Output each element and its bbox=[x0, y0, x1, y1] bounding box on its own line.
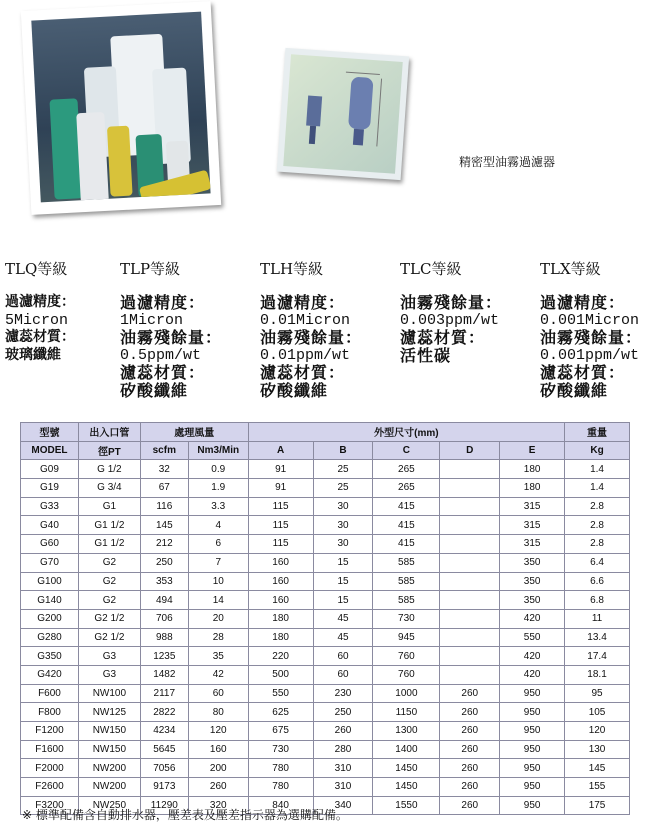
grade-spec-line: 玻璃纖維 bbox=[5, 346, 61, 363]
table-cell bbox=[440, 553, 500, 572]
table-cell: 706 bbox=[140, 609, 188, 628]
grade-spec-line: 油霧殘餘量： bbox=[120, 328, 223, 347]
table-cell: G 1/2 bbox=[78, 460, 140, 479]
table-cell: 780 bbox=[248, 759, 313, 778]
table-cell: 116 bbox=[140, 497, 188, 516]
table-cell: 950 bbox=[500, 759, 565, 778]
table-cell: 17.4 bbox=[565, 647, 630, 666]
table-cell: 585 bbox=[373, 553, 440, 572]
table-cell: 2.8 bbox=[565, 516, 630, 535]
table-cell: 30 bbox=[313, 497, 373, 516]
table-cell: 160 bbox=[188, 740, 248, 759]
table-cell: 2.8 bbox=[565, 497, 630, 516]
table-cell: 550 bbox=[500, 628, 565, 647]
table-cell: 180 bbox=[248, 609, 313, 628]
table-cell: G1 bbox=[78, 497, 140, 516]
table-cell: 260 bbox=[313, 722, 373, 741]
table-cell: 60 bbox=[313, 647, 373, 666]
table-cell: 420 bbox=[500, 647, 565, 666]
table-row bbox=[21, 628, 630, 647]
table-row bbox=[21, 722, 630, 741]
table-cell bbox=[440, 535, 500, 554]
product-caption: 精密型油霧過濾器 bbox=[459, 155, 556, 169]
table-row bbox=[21, 665, 630, 684]
table-cell: 260 bbox=[440, 759, 500, 778]
header-kg: Kg bbox=[565, 441, 630, 460]
table-cell: 160 bbox=[248, 591, 313, 610]
table-cell: 320 bbox=[188, 796, 248, 815]
table-cell: G2 bbox=[78, 572, 140, 591]
table-cell bbox=[440, 609, 500, 628]
table-cell: 840 bbox=[248, 796, 313, 815]
table-cell: 760 bbox=[373, 647, 440, 666]
table-cell: 350 bbox=[500, 572, 565, 591]
table-cell: 2.8 bbox=[565, 535, 630, 554]
table-cell: G70 bbox=[21, 553, 79, 572]
table-cell: 1300 bbox=[373, 722, 440, 741]
table-cell: 200 bbox=[188, 759, 248, 778]
table-cell: 60 bbox=[188, 684, 248, 703]
table-row bbox=[21, 703, 630, 722]
grade-title: TLP等級 bbox=[120, 260, 181, 278]
table-cell: 420 bbox=[500, 665, 565, 684]
table-cell: 675 bbox=[248, 722, 313, 741]
table-cell: 15 bbox=[313, 591, 373, 610]
table-cell: G200 bbox=[21, 609, 79, 628]
table-cell: G3 bbox=[78, 647, 140, 666]
table-cell: G1 1/2 bbox=[78, 516, 140, 535]
table-cell: 950 bbox=[500, 740, 565, 759]
product-photo-filters bbox=[21, 1, 221, 215]
table-cell: 25 bbox=[313, 460, 373, 479]
table-cell: 585 bbox=[373, 591, 440, 610]
header-dimensions: 外型尺寸(mm) bbox=[248, 423, 564, 442]
table-cell: 280 bbox=[313, 740, 373, 759]
table-cell: G280 bbox=[21, 628, 79, 647]
table-cell: F3200 bbox=[21, 796, 79, 815]
table-cell bbox=[440, 497, 500, 516]
table-cell: 353 bbox=[140, 572, 188, 591]
table-cell: 120 bbox=[565, 722, 630, 741]
table-cell: 115 bbox=[248, 497, 313, 516]
table-cell: 988 bbox=[140, 628, 188, 647]
table-cell: 30 bbox=[313, 535, 373, 554]
table-row bbox=[21, 647, 630, 666]
table-cell bbox=[440, 628, 500, 647]
table-cell: 260 bbox=[440, 740, 500, 759]
table-cell: 15 bbox=[313, 572, 373, 591]
grade-spec-line: 過濾精度： bbox=[540, 293, 626, 312]
header-d: D bbox=[440, 441, 500, 460]
table-cell: 950 bbox=[500, 684, 565, 703]
table-cell bbox=[440, 665, 500, 684]
table-cell: 30 bbox=[313, 516, 373, 535]
grade-spec-line: 矽酸纖維 bbox=[260, 380, 329, 400]
table-row bbox=[21, 553, 630, 572]
table-cell: 45 bbox=[313, 628, 373, 647]
grade-tlh bbox=[260, 258, 362, 399]
table-cell: 315 bbox=[500, 535, 565, 554]
grade-tlq bbox=[5, 258, 75, 364]
table-row bbox=[21, 572, 630, 591]
table-cell: 260 bbox=[440, 778, 500, 797]
table-cell: 95 bbox=[565, 684, 630, 703]
header-nm3: Nm3/Min bbox=[188, 441, 248, 460]
grade-spec-line: 0.001ppm/wt bbox=[540, 346, 640, 364]
grade-spec-line: 0.001Micron bbox=[540, 311, 640, 329]
table-row bbox=[21, 497, 630, 516]
grade-spec-line: 活性碳 bbox=[400, 345, 452, 365]
table-cell bbox=[440, 591, 500, 610]
table-cell: 6.8 bbox=[565, 591, 630, 610]
table-cell: 180 bbox=[500, 479, 565, 498]
table-cell: 260 bbox=[440, 703, 500, 722]
table-row bbox=[21, 535, 630, 554]
table-cell: 1.4 bbox=[565, 460, 630, 479]
table-cell: 315 bbox=[500, 516, 565, 535]
table-cell: 260 bbox=[188, 778, 248, 797]
grade-spec-line: 濾蕊材質： bbox=[400, 328, 486, 347]
table-row bbox=[21, 759, 630, 778]
grade-spec-line: 過濾精度： bbox=[5, 294, 75, 310]
table-cell: 4234 bbox=[140, 722, 188, 741]
table-cell: 260 bbox=[440, 796, 500, 815]
table-cell: 45 bbox=[313, 609, 373, 628]
table-cell: G33 bbox=[21, 497, 79, 516]
grade-spec-line: 濾蕊材質： bbox=[120, 363, 206, 382]
table-cell: NW200 bbox=[78, 778, 140, 797]
table-cell: 950 bbox=[500, 703, 565, 722]
table-row bbox=[21, 516, 630, 535]
table-cell: 260 bbox=[440, 684, 500, 703]
table-cell: 730 bbox=[373, 609, 440, 628]
table-cell: NW250 bbox=[78, 796, 140, 815]
table-cell: 585 bbox=[373, 572, 440, 591]
table-cell: G 3/4 bbox=[78, 479, 140, 498]
table-cell: 315 bbox=[500, 497, 565, 516]
table-cell: 20 bbox=[188, 609, 248, 628]
grade-spec-line: 1Micron bbox=[120, 311, 184, 329]
table-cell: 180 bbox=[500, 460, 565, 479]
table-row bbox=[21, 460, 630, 479]
table-cell: 950 bbox=[500, 778, 565, 797]
table-cell: 175 bbox=[565, 796, 630, 815]
table-cell bbox=[440, 572, 500, 591]
table-cell: 415 bbox=[373, 516, 440, 535]
table-cell: G3 bbox=[78, 665, 140, 684]
table-cell: 1235 bbox=[140, 647, 188, 666]
table-cell: 500 bbox=[248, 665, 313, 684]
table-cell: 420 bbox=[500, 609, 565, 628]
table-cell: 350 bbox=[500, 553, 565, 572]
table-cell: 32 bbox=[140, 460, 188, 479]
table-cell: 950 bbox=[500, 796, 565, 815]
table-cell: 494 bbox=[140, 591, 188, 610]
table-cell: 5645 bbox=[140, 740, 188, 759]
table-cell bbox=[440, 516, 500, 535]
grade-title: TLC等級 bbox=[400, 260, 462, 278]
grade-spec-line: 0.01Micron bbox=[260, 311, 351, 329]
table-cell: 18.1 bbox=[565, 665, 630, 684]
table-cell: 115 bbox=[248, 516, 313, 535]
grade-spec-line: 矽酸纖維 bbox=[120, 380, 189, 400]
table-cell: 145 bbox=[140, 516, 188, 535]
table-cell: 1400 bbox=[373, 740, 440, 759]
grade-spec-line: 濾蕊材質： bbox=[260, 363, 346, 382]
grade-spec-line: 油霧殘餘量： bbox=[540, 328, 643, 347]
grade-spec-line: 油霧殘餘量： bbox=[260, 328, 363, 347]
table-cell: G09 bbox=[21, 460, 79, 479]
table-cell: 14 bbox=[188, 591, 248, 610]
table-cell: 950 bbox=[500, 722, 565, 741]
table-cell: 780 bbox=[248, 778, 313, 797]
table-cell: 2117 bbox=[140, 684, 188, 703]
table-cell: 310 bbox=[313, 778, 373, 797]
table-cell: 42 bbox=[188, 665, 248, 684]
table-cell: F800 bbox=[21, 703, 79, 722]
header-c: C bbox=[373, 441, 440, 460]
table-cell: 105 bbox=[565, 703, 630, 722]
table-cell: 265 bbox=[373, 460, 440, 479]
table-cell: 1150 bbox=[373, 703, 440, 722]
header-model-en: MODEL bbox=[21, 441, 79, 460]
table-cell: 13.4 bbox=[565, 628, 630, 647]
grade-title: TLX等級 bbox=[540, 260, 601, 278]
table-cell: 265 bbox=[373, 479, 440, 498]
table-cell: F1600 bbox=[21, 740, 79, 759]
table-cell: 1450 bbox=[373, 759, 440, 778]
table-cell: G2 1/2 bbox=[78, 628, 140, 647]
table-cell: G2 bbox=[78, 553, 140, 572]
table-cell: NW100 bbox=[78, 684, 140, 703]
table-cell: 3.3 bbox=[188, 497, 248, 516]
table-cell: 1000 bbox=[373, 684, 440, 703]
header-port: 出入口管 bbox=[78, 423, 140, 442]
table-cell: 91 bbox=[248, 460, 313, 479]
table-cell: F2600 bbox=[21, 778, 79, 797]
header-b: B bbox=[313, 441, 373, 460]
table-cell: 10 bbox=[188, 572, 248, 591]
grade-spec-line: 0.01ppm/wt bbox=[260, 346, 351, 364]
product-drawing-photo bbox=[277, 48, 409, 180]
table-cell: 15 bbox=[313, 553, 373, 572]
table-cell: NW200 bbox=[78, 759, 140, 778]
table-cell: F1200 bbox=[21, 722, 79, 741]
header-port-2: 徑PT bbox=[78, 441, 140, 460]
table-cell: G40 bbox=[21, 516, 79, 535]
table-cell: 115 bbox=[248, 535, 313, 554]
table-cell: 180 bbox=[248, 628, 313, 647]
table-cell: 1.9 bbox=[188, 479, 248, 498]
table-cell: 550 bbox=[248, 684, 313, 703]
spec-table bbox=[20, 422, 630, 815]
table-cell: G100 bbox=[21, 572, 79, 591]
grade-spec-line: 過濾精度： bbox=[120, 293, 206, 312]
header-scfm: scfm bbox=[140, 441, 188, 460]
header-flow: 處理風量 bbox=[140, 423, 248, 442]
table-cell: F600 bbox=[21, 684, 79, 703]
table-cell: 28 bbox=[188, 628, 248, 647]
table-cell: G60 bbox=[21, 535, 79, 554]
table-cell: 1450 bbox=[373, 778, 440, 797]
table-cell: 35 bbox=[188, 647, 248, 666]
table-cell: 625 bbox=[248, 703, 313, 722]
table-cell: 1.4 bbox=[565, 479, 630, 498]
table-row bbox=[21, 740, 630, 759]
table-cell: 145 bbox=[565, 759, 630, 778]
grade-spec-line: 濾蕊材質： bbox=[5, 329, 75, 345]
grade-title: TLH等級 bbox=[260, 260, 324, 278]
table-cell: G350 bbox=[21, 647, 79, 666]
table-cell: F2000 bbox=[21, 759, 79, 778]
header-weight: 重量 bbox=[565, 423, 630, 442]
grade-tlp bbox=[120, 258, 222, 399]
table-cell: NW150 bbox=[78, 722, 140, 741]
table-cell: 1482 bbox=[140, 665, 188, 684]
table-cell bbox=[440, 647, 500, 666]
header-a: A bbox=[248, 441, 313, 460]
table-cell: 415 bbox=[373, 497, 440, 516]
table-cell: 120 bbox=[188, 722, 248, 741]
table-cell bbox=[440, 479, 500, 498]
grade-tlc bbox=[400, 258, 502, 364]
table-cell: 250 bbox=[140, 553, 188, 572]
table-cell: 760 bbox=[373, 665, 440, 684]
table-cell: 4 bbox=[188, 516, 248, 535]
table-cell: 6.4 bbox=[565, 553, 630, 572]
table-row bbox=[21, 684, 630, 703]
grade-spec-line: 0.003ppm/wt bbox=[400, 311, 500, 329]
table-cell: 11 bbox=[565, 609, 630, 628]
table-cell: 60 bbox=[313, 665, 373, 684]
table-cell: 11290 bbox=[140, 796, 188, 815]
table-cell: 220 bbox=[248, 647, 313, 666]
table-cell: 25 bbox=[313, 479, 373, 498]
table-cell: 350 bbox=[500, 591, 565, 610]
table-cell: 91 bbox=[248, 479, 313, 498]
table-cell: 730 bbox=[248, 740, 313, 759]
table-cell: 80 bbox=[188, 703, 248, 722]
table-row bbox=[21, 609, 630, 628]
table-row bbox=[21, 479, 630, 498]
table-cell: 340 bbox=[313, 796, 373, 815]
table-cell: 2822 bbox=[140, 703, 188, 722]
table-row bbox=[21, 591, 630, 610]
table-cell: 260 bbox=[440, 722, 500, 741]
table-cell: 160 bbox=[248, 572, 313, 591]
table-cell: 0.9 bbox=[188, 460, 248, 479]
table-cell: 230 bbox=[313, 684, 373, 703]
table-cell: 6 bbox=[188, 535, 248, 554]
table-cell: 7 bbox=[188, 553, 248, 572]
grade-spec-line: 矽酸纖維 bbox=[540, 380, 609, 400]
table-cell: 7056 bbox=[140, 759, 188, 778]
table-cell: 130 bbox=[565, 740, 630, 759]
header-model: 型號 bbox=[21, 423, 79, 442]
footnote: ※ 標準配備含自動排水器，壓差表及壓差指示器為選購配備。 bbox=[22, 808, 348, 822]
table-cell: 310 bbox=[313, 759, 373, 778]
table-cell: 160 bbox=[248, 553, 313, 572]
table-cell bbox=[440, 460, 500, 479]
table-cell: G2 bbox=[78, 591, 140, 610]
table-cell: G2 1/2 bbox=[78, 609, 140, 628]
header-e: E bbox=[500, 441, 565, 460]
grade-spec-line: 0.5ppm/wt bbox=[120, 346, 202, 364]
table-cell: NW125 bbox=[78, 703, 140, 722]
table-cell: 250 bbox=[313, 703, 373, 722]
table-cell: 945 bbox=[373, 628, 440, 647]
table-cell: G19 bbox=[21, 479, 79, 498]
table-row bbox=[21, 778, 630, 797]
table-cell: NW150 bbox=[78, 740, 140, 759]
table-cell: 415 bbox=[373, 535, 440, 554]
grade-spec-line: 油霧殘餘量： bbox=[400, 293, 503, 312]
table-cell: 1550 bbox=[373, 796, 440, 815]
grade-title: TLQ等級 bbox=[5, 260, 68, 278]
table-cell: 155 bbox=[565, 778, 630, 797]
filter-drawing bbox=[283, 54, 403, 174]
grade-tlx bbox=[540, 258, 642, 399]
table-cell: G420 bbox=[21, 665, 79, 684]
table-cell: 9173 bbox=[140, 778, 188, 797]
grade-spec-line: 過濾精度： bbox=[260, 293, 346, 312]
table-cell: 67 bbox=[140, 479, 188, 498]
grade-spec-line: 5Micron bbox=[5, 311, 69, 329]
grade-spec-line: 濾蕊材質： bbox=[540, 363, 626, 382]
table-cell: G140 bbox=[21, 591, 79, 610]
table-cell: 6.6 bbox=[565, 572, 630, 591]
table-cell: G1 1/2 bbox=[78, 535, 140, 554]
table-cell: 212 bbox=[140, 535, 188, 554]
